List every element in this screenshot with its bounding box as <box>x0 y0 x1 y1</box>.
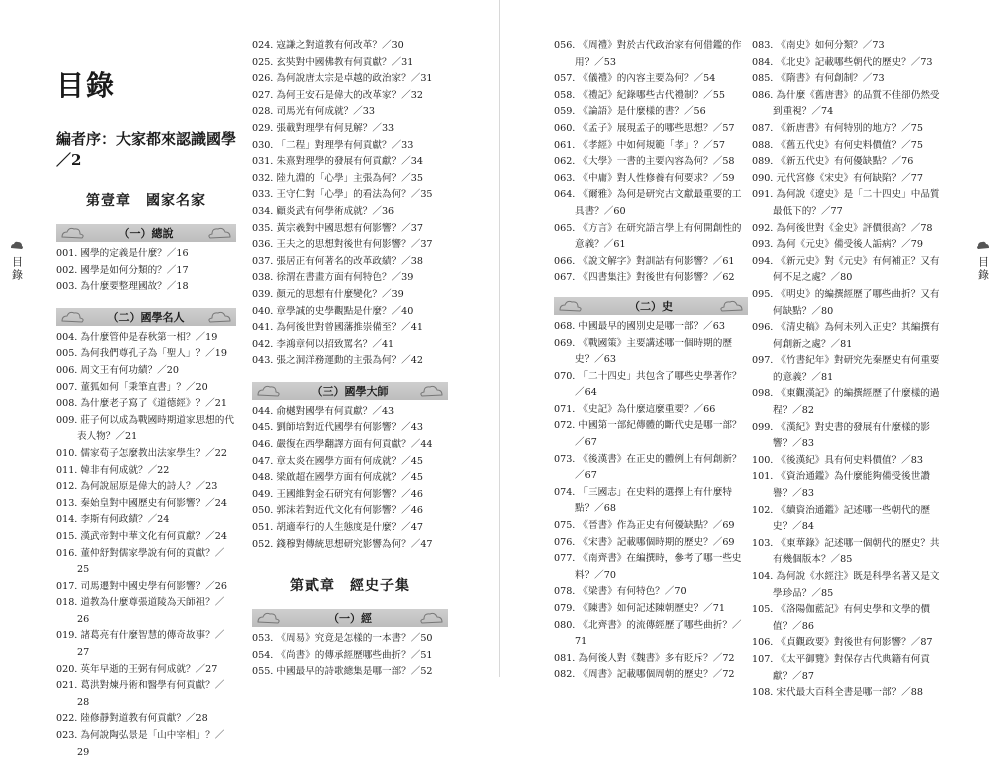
toc-entry[interactable]: 095. 《明史》的編撰經歷了哪些曲折？又有何缺點？／80 <box>752 288 940 317</box>
toc-entry[interactable]: 096. 《清史稿》為何未列入正史？其編撰有何創新之處？／81 <box>752 322 940 350</box>
toc-entry[interactable]: 045. 劉師培對近代國學有何影響？／43 <box>252 422 423 434</box>
toc-entry[interactable]: 063. 《中庸》對人性修養有何要求？／59 <box>554 172 735 184</box>
chapter-heading: 第貳章 經史子集 <box>290 578 410 595</box>
section-title: （一）總說 <box>118 227 174 240</box>
toc-entry[interactable]: 056. 《周禮》對於古代政治家有何借鑑的作用？／53 <box>554 40 742 68</box>
toc-entry[interactable]: 043. 張之洞洋務運動的主張為何？／42 <box>252 355 423 367</box>
cloud-ornament-icon <box>10 240 24 250</box>
toc-entry[interactable]: 041. 為何後世對曾國藩推崇備至？／41 <box>252 322 423 334</box>
cloud-ornament-icon <box>718 299 744 313</box>
toc-entry[interactable]: 003. 為什麼要整理國故？／18 <box>56 281 189 293</box>
toc-entry[interactable]: 093. 為何《元史》備受後人詬病？／79 <box>752 239 923 251</box>
cloud-ornament-icon <box>256 384 282 398</box>
toc-entry[interactable]: 070. 「二十四史」共包含了哪些史學著作？／64 <box>554 370 742 399</box>
toc-entry[interactable]: 034. 顧炎武有何學術成就？／36 <box>252 205 395 217</box>
toc-entry[interactable]: 066. 《說文解字》對訓詁有何影響？／61 <box>554 255 735 267</box>
toc-entry[interactable]: 073. 《後漢書》在正史的體例上有何創新？／67 <box>554 453 742 482</box>
cloud-ornament-icon <box>256 611 282 625</box>
toc-entry[interactable]: 092. 為何後世對《金史》評價很高？／78 <box>752 222 933 234</box>
section-heading <box>56 308 236 326</box>
toc-entry[interactable]: 064. 《爾雅》為何是研究古文獻最重要的工具書？／60 <box>554 189 742 217</box>
toc-entry[interactable]: 107. 《太平御覽》對保存古代典籍有何貢獻？／87 <box>752 653 930 682</box>
toc-entry[interactable]: 009. 莊子何以成為戰國時期道家思想的代表人物？／21 <box>56 414 234 443</box>
right-page <box>500 0 1000 699</box>
toc-entry[interactable]: 032. 陸九淵的「心學」主張為何？／35 <box>252 172 423 184</box>
toc-entry[interactable]: 058. 《禮記》紀錄哪些古代禮制？／55 <box>554 89 725 101</box>
toc-entry[interactable]: 060. 《孟子》展現孟子的哪些思想？／57 <box>554 122 735 134</box>
toc-entry[interactable]: 081. 為何後人對《魏書》多有貶斥？／72 <box>554 652 735 664</box>
toc-column-2 <box>252 38 448 681</box>
section-heading <box>554 297 748 315</box>
preface-entry: 編者序：大家都來認識國學／2 <box>56 130 237 169</box>
toc-column-4 <box>752 38 948 702</box>
cloud-ornament-icon <box>558 299 584 313</box>
toc-entry[interactable]: 050. 郭沫若對近代文化有何影響？／46 <box>252 505 423 517</box>
toc-entry[interactable]: 025. 玄奘對中國佛教有何貢獻？／31 <box>252 56 414 68</box>
toc-entry[interactable]: 018. 道教為什麼尊張道陵為天師祖？／26 <box>56 597 225 625</box>
toc-entry[interactable]: 106. 《貞觀政要》對後世有何影響？／87 <box>752 637 933 649</box>
section-heading <box>252 382 448 400</box>
toc-entry[interactable]: 078. 《梁書》有何特色？／70 <box>554 586 687 598</box>
toc-entry[interactable]: 080. 《北齊書》的流傳經歷了哪些曲折？／71 <box>554 619 742 648</box>
side-tab-right <box>974 240 992 282</box>
toc-entry[interactable]: 051. 胡適奉行的人生態度是什麼？／47 <box>252 522 423 534</box>
toc-entry[interactable]: 016. 董仲舒對儒家學說有何的貢獻？／25 <box>56 547 225 576</box>
toc-entry[interactable]: 002. 國學是如何分類的？／17 <box>56 264 189 276</box>
toc-entry[interactable]: 059. 《論語》是什麼樣的書？／56 <box>554 106 706 118</box>
toc-entry[interactable]: 031. 朱熹對理學的發展有何貢獻？／34 <box>252 156 423 168</box>
toc-entry[interactable]: 100. 《後漢紀》具有何史料價值？／83 <box>752 454 923 466</box>
toc-entry[interactable]: 011. 韓非有何成就？／22 <box>56 464 170 476</box>
toc-entry[interactable]: 104. 為何說《水經注》既是科學名著又是文學珍品？／85 <box>752 571 940 599</box>
toc-entry[interactable]: 023. 為何說陶弘景是「山中宰相」？／29 <box>56 730 225 758</box>
cloud-ornament-icon <box>976 240 990 250</box>
toc-entry[interactable]: 085. 《隋書》有何創制？／73 <box>752 73 885 85</box>
toc-entry[interactable]: 090. 元代宮修《宋史》有何缺陷？／77 <box>752 172 923 184</box>
toc-entry[interactable]: 094. 《新元史》對《元史》有何補正？又有何不足之處？／80 <box>752 255 940 284</box>
toc-entry[interactable]: 044. 俞樾對國學有何貢獻？／43 <box>252 405 395 417</box>
toc-entry[interactable]: 102. 《續資治通鑑》記述哪一些朝代的歷史？／84 <box>752 504 930 533</box>
section-title: （二）國學名人 <box>107 310 185 324</box>
toc-column-1 <box>56 38 236 761</box>
toc-entry[interactable]: 008. 為什麼老子寫了《道德經》？／21 <box>56 398 227 410</box>
cloud-ornament-icon <box>206 310 232 324</box>
toc-entry[interactable]: 072. 中國第一部紀傳體的斷代史是哪一部？／67 <box>554 420 742 449</box>
toc-entry[interactable]: 033. 王守仁對「心學」的看法為何？／35 <box>252 189 433 201</box>
toc-entry[interactable]: 042. 李鴻章何以招致罵名？／41 <box>252 338 395 350</box>
toc-entry[interactable]: 062. 《大學》一書的主要內容為何？／58 <box>554 156 735 168</box>
toc-entry[interactable]: 039. 顏元的思想有什麼變化？／39 <box>252 288 404 300</box>
toc-entry[interactable]: 037. 張居正有何著名的改革政績？／38 <box>252 255 423 267</box>
toc-entry[interactable]: 027. 為何王安石是偉大的改革家？／32 <box>252 89 423 101</box>
toc-entry[interactable]: 084. 《北史》記載哪些朝代的歷史？／73 <box>752 56 933 68</box>
toc-entry[interactable]: 049. 王國維對金石研究有何影響？／46 <box>252 488 423 500</box>
toc-entry[interactable]: 007. 董狐如何「秉筆直書」？／20 <box>56 381 208 393</box>
side-tab-label: 目錄 <box>976 256 990 282</box>
cloud-ornament-icon <box>206 226 232 240</box>
toc-entry[interactable]: 101. 《資治通鑑》為什麼能夠備受後世讚譽？／83 <box>752 471 930 500</box>
toc-entry[interactable]: 083. 《南史》如何分類？／73 <box>752 40 885 51</box>
cloud-ornament-icon <box>418 611 444 625</box>
toc-entry[interactable]: 004. 為什麼管仲是春秋第一相？／19 <box>56 331 218 343</box>
toc-entry[interactable]: 048. 梁啟超在國學方面有何成就？／45 <box>252 472 423 484</box>
toc-entry[interactable]: 099. 《漢紀》對史書的發展有什麼樣的影響？／83 <box>752 421 930 450</box>
cloud-ornament-icon <box>60 310 86 324</box>
toc-entry[interactable]: 010. 儒家荀子怎麼教出法家學生？／22 <box>56 447 227 459</box>
toc-column-3 <box>554 38 748 684</box>
toc-entry[interactable]: 036. 王夫之的思想對後世有何影響？／37 <box>252 239 433 251</box>
toc-entry[interactable]: 087. 《新唐書》有何特別的地方？／75 <box>752 122 923 134</box>
toc-entry[interactable]: 089. 《新五代史》有何優缺點？／76 <box>752 156 914 168</box>
toc-entry[interactable]: 077. 《南齊書》在編撰時，參考了哪一些史料？／70 <box>554 553 742 581</box>
section-heading <box>252 609 448 627</box>
page-title: 目錄 <box>56 69 117 102</box>
toc-entry[interactable]: 046. 嚴復在西學翻譯方面有何貢獻？／44 <box>252 439 433 451</box>
toc-entry[interactable]: 067. 《四書集注》對後世有何影響？／62 <box>554 272 735 284</box>
toc-entry[interactable]: 086. 為什麼《舊唐書》的品質不佳卻仍然受到重視？／74 <box>752 89 940 118</box>
toc-entry[interactable]: 028. 司馬光有何成就？／33 <box>252 106 375 118</box>
side-tab-left <box>8 240 26 282</box>
toc-entry[interactable]: 098. 《東觀漢記》的編撰經歷了什麼樣的過程？／82 <box>752 388 940 417</box>
toc-entry[interactable]: 019. 諸葛亮有什麼智慧的傳奇故事？／27 <box>56 630 225 659</box>
toc-entry[interactable]: 029. 張載對理學有何見解？／33 <box>252 122 395 134</box>
toc-entry[interactable]: 038. 徐渭在書畫方面有何特色？／39 <box>252 272 414 284</box>
toc-entry[interactable]: 057. 《儀禮》的內容主要為何？／54 <box>554 73 716 85</box>
toc-entry[interactable]: 076. 《宋書》記載哪個時期的歷史？／69 <box>554 536 735 548</box>
toc-entry[interactable]: 071. 《史記》為什麼這麼重要？／66 <box>554 403 716 415</box>
cloud-ornament-icon <box>60 226 86 240</box>
toc-entry[interactable]: 065. 《方言》在研究語言學上有何開創性的意義？／61 <box>554 222 742 251</box>
toc-entry[interactable]: 035. 黃宗羲對中國思想有何影響？／37 <box>252 222 423 234</box>
toc-entry[interactable]: 017. 司馬遷對中國史學有何影響？／26 <box>56 580 227 592</box>
toc-entry[interactable]: 020. 英年早逝的王弼有何成就？／27 <box>56 663 218 675</box>
toc-entry[interactable]: 088. 《舊五代史》有何史料價值？／75 <box>752 139 923 151</box>
toc-entry[interactable]: 053. 《周易》究竟是怎樣的一本書？／50 <box>252 633 433 645</box>
toc-entry[interactable]: 047. 章太炎在國學方面有何成就？／45 <box>252 455 423 467</box>
toc-entry[interactable]: 014. 李斯有何政績？／24 <box>56 514 170 526</box>
toc-entry[interactable]: 015. 漢武帝對中華文化有何貢獻？／24 <box>56 530 227 542</box>
toc-entry[interactable]: 082. 《周書》記載哪個周朝的歷史？／72 <box>554 669 735 681</box>
toc-entry[interactable]: 005. 為何我們尊孔子為「聖人」？／19 <box>56 348 227 360</box>
toc-entry[interactable]: 074. 「三國志」在史料的選擇上有什麼特點？／68 <box>554 486 732 515</box>
toc-entry[interactable]: 069. 《戰國策》主要講述哪一個時期的歷史？／63 <box>554 337 732 366</box>
left-page <box>0 0 500 758</box>
toc-entry[interactable]: 068. 中國最早的國別史是哪一部？／63 <box>554 320 725 332</box>
toc-entry[interactable]: 103. 《東華錄》記述哪一個朝代的歷史？共有幾個版本？／85 <box>752 537 940 566</box>
toc-entry[interactable]: 108. 宋代最大百科全書是哪一部？／88 <box>752 687 923 699</box>
toc-entry[interactable]: 040. 章學誠的史學觀點是什麼？／40 <box>252 305 414 317</box>
toc-entry[interactable]: 097. 《竹書紀年》對研究先秦歷史有何重要的意義？／81 <box>752 355 940 383</box>
section-heading <box>56 224 236 242</box>
toc-entry[interactable]: 026. 為何說唐太宗是卓越的政治家？／31 <box>252 73 433 85</box>
toc-entry[interactable]: 054. 《尚書》的傳承經歷哪些曲折？／51 <box>252 649 433 661</box>
cloud-ornament-icon <box>418 384 444 398</box>
toc-entry[interactable]: 024. 寇謙之對道教有何改革？／30 <box>252 40 404 51</box>
side-tab-label: 目錄 <box>10 256 24 282</box>
toc-entry[interactable]: 079. 《陳書》如何記述陳朝歷史？／71 <box>554 603 725 614</box>
toc-entry[interactable]: 055. 中國最早的詩歌總集是哪一部？／52 <box>252 666 433 678</box>
section-title: （一）經 <box>328 612 372 626</box>
toc-entry[interactable]: 030. 「二程」對理學有何貢獻？／33 <box>252 139 414 151</box>
toc-entry[interactable]: 021. 葛洪對煉丹術和醫學有何貢獻？／28 <box>56 680 225 708</box>
section-title: （二）史 <box>629 299 673 313</box>
toc-entry[interactable]: 013. 秦始皇對中國歷史有何影響？／24 <box>56 497 227 509</box>
toc-entry[interactable]: 006. 周文王有何功績？／20 <box>56 364 179 376</box>
toc-entry[interactable]: 091. 為何說《遼史》是「二十四史」中品質最低下的？／77 <box>752 189 940 217</box>
section-title: （三）國學大師 <box>311 384 389 398</box>
toc-entry[interactable]: 022. 陸修靜對道教有何貢獻？／28 <box>56 713 208 725</box>
toc-entry[interactable]: 105. 《洛陽伽藍記》有何史學和文學的價值？／86 <box>752 604 930 632</box>
toc-entry[interactable]: 061. 《孝經》中如何規範「孝」？／57 <box>554 139 725 151</box>
toc-entry[interactable]: 052. 錢穆對傳統思想研究影響為何？／47 <box>252 538 433 550</box>
chapter-heading: 第壹章 國家名家 <box>86 193 206 209</box>
toc-entry[interactable]: 001. 國學的定義是什麼？／16 <box>56 248 189 259</box>
toc-entry[interactable]: 012. 為何說屈原是偉大的詩人？／23 <box>56 481 218 493</box>
toc-entry[interactable]: 075. 《晉書》作為正史有何優缺點？／69 <box>554 520 735 532</box>
